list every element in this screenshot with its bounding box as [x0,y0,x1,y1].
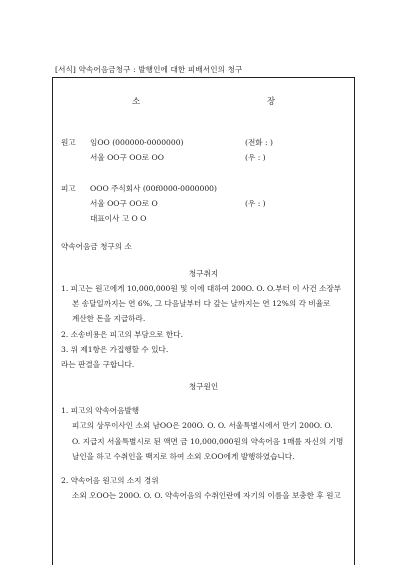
plaintiff-label: 원고 [61,138,76,147]
cause-item-2-line-1: 소외 오OO는 200O. O. O. 약속어음의 수취인란에 자기의 이름을 보충한 후 원고 [72,491,341,500]
defendant-address: 서울 OO구 OO로 O [90,199,158,208]
cause-heading: 청구원인 [188,382,219,391]
document-title: 소 장 [131,97,338,107]
claim-item-2: 2. 소송비용은 피고의 부담으로 한다. [61,330,184,339]
plaintiff-phone: (전화 : ) [245,138,273,147]
cause-item-1-title: 1. 피고의 약속어음발행 [61,406,140,415]
cause-item-2-title: 2. 약속어음 원고의 소지 경위 [61,476,159,485]
claim-item-1-line-1: 1. 피고는 원고에게 10,000,000원 및 이에 대하여 200O. O. O.부터 이 사건 소장부 [61,284,342,293]
claim-item-1-line-3: 계산한 돈을 지급하라. [72,314,146,323]
plaintiff-name: 임OO (000000-0000000) [90,138,184,147]
defendant-name: OOO 주식회사 (00f0000-0000000) [90,184,217,193]
defendant-representative: 대표이사 고 O O [90,214,147,223]
form-header: [서식] 약속어음금청구 : 발행인에 대한 피배서인의 청구 [55,65,243,74]
claim-item-3: 3. 위 제1항은 가집행할 수 있다. [61,345,169,354]
cause-item-1-line-2: O. 지급지 서울특별시로 된 액면 금 10,000,000원의 약속어음 1매를 자신의 기명 [72,437,344,446]
claim-heading: 청구취지 [188,269,219,278]
cause-item-1-line-1: 피고의 상무이사인 소외 남OO은 200O. O. O. 서울특별시에서 만기 200O. O. [72,421,333,430]
claim-item-1-line-2: 본 송달일까지는 연 6%, 그 다음날부터 다 갚는 날까지는 연 12%의 각 비율로 [72,299,331,308]
defendant-label: 피고 [61,184,76,193]
case-name: 약속어음금 청구의 소 [61,242,132,251]
plaintiff-address: 서울 OO구 OO로 OO [90,153,164,162]
claim-closing: 라는 판결을 구합니다. [61,360,135,369]
defendant-zip: (우 : ) [245,199,266,208]
cause-item-1-line-3: 날인을 하고 수취인을 백지로 하여 소외 오OO에게 발행하였습니다. [72,452,295,461]
plaintiff-zip: (우 : ) [245,153,266,162]
